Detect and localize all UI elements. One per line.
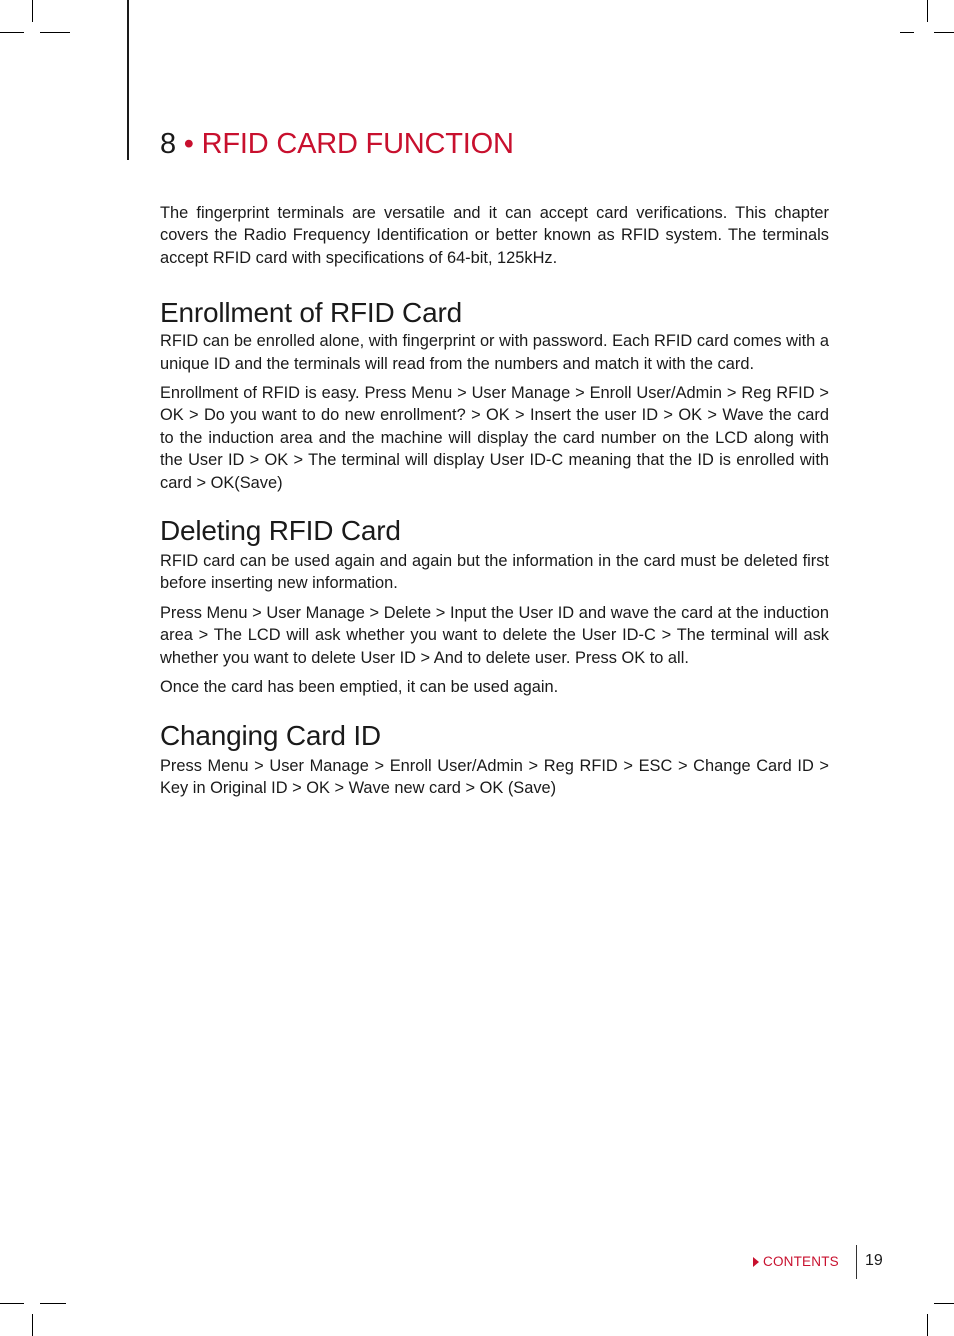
chapter-number: 8	[160, 128, 176, 160]
enrollment-paragraph: RFID can be enrolled alone, with fingerprint or with password. Each RFID card comes with a unique ID and the terminals will read from the numbers and match it with the card.	[160, 332, 829, 373]
section-heading-deleting: Deleting RFID Card	[160, 515, 401, 547]
crop-mark	[32, 0, 33, 22]
section-heading-enrollment: Enrollment of RFID Card	[160, 297, 462, 329]
chapter-bullet: •	[183, 128, 194, 160]
enrollment-paragraph: Enrollment of RFID is easy. Press Menu > User Manage > Enroll User/Admin > Reg RFID > OK > Do you want to do new enrollment? > OK > Insert the user ID > OK > Wave the card to the induction area and the machine will display the card number on the LCD along with the User ID > OK > The terminal will display User ID-C meaning that the ID is enrolled with card > OK(Save)	[160, 384, 829, 492]
crop-mark	[40, 1303, 66, 1304]
section-heading-changing: Changing Card ID	[160, 719, 381, 751]
deleting-paragraph: Once the card has been emptied, it can be used again.	[160, 678, 559, 697]
page-footer	[0, 1245, 954, 1281]
intro-paragraph: The fingerprint terminals are versatile and it can accept card verifications. This chapter covers the Radio Frequency Identification or better known as RFID system. The terminals accept RFID card with specifications of 64-bit, 125kHz.	[160, 204, 829, 267]
crop-mark	[927, 0, 928, 22]
crop-mark	[934, 1303, 954, 1304]
crop-mark	[934, 32, 954, 33]
chapter-title-text: RFID CARD FUNCTION	[201, 128, 514, 160]
deleting-paragraph: Press Menu > User Manage > Delete > Input the User ID and wave the card at the induction area > The LCD will ask whether you want to delete the User ID-C > The terminal will ask whether you want to delete User ID > And to delete user. Press OK to all.	[160, 603, 829, 667]
crop-mark	[0, 32, 24, 33]
header-vertical-rule	[127, 0, 129, 160]
crop-mark	[0, 1303, 24, 1304]
contents-label: CONTENTS	[763, 1254, 839, 1269]
crop-mark	[40, 32, 70, 33]
crop-mark	[900, 32, 914, 33]
changing-paragraph: Press Menu > User Manage > Enroll User/Admin > Reg RFID > ESC > Change Card ID > Key in Original ID > OK > Wave new card > OK (Save)	[160, 756, 829, 797]
chapter-title	[160, 128, 514, 161]
page-content	[160, 202, 829, 806]
crop-mark	[927, 1314, 928, 1336]
footer-divider	[856, 1245, 857, 1279]
arrow-right-icon	[753, 1257, 759, 1267]
contents-link[interactable]	[753, 1254, 839, 1269]
page-number: 19	[865, 1252, 883, 1269]
deleting-paragraph: RFID card can be used again and again but the information in the card must be deleted first before inserting new information.	[160, 552, 829, 593]
crop-mark	[32, 1314, 33, 1336]
